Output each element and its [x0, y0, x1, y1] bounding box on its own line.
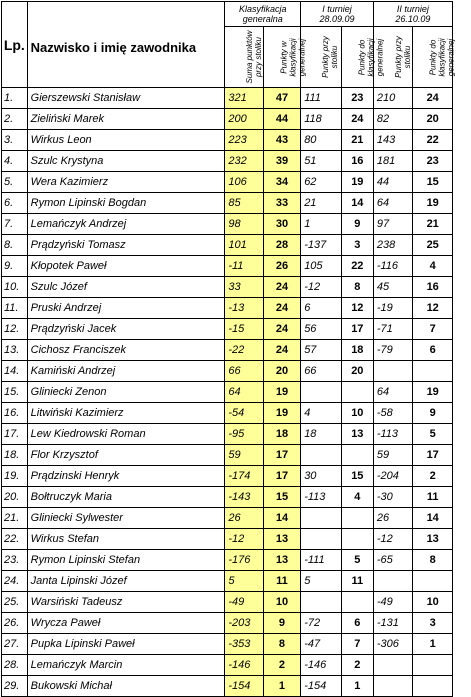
cell-t2-table-points: 97: [373, 214, 413, 235]
cell-sum: -11: [225, 256, 263, 277]
cell-points-general: 30: [263, 214, 300, 235]
ranking-table: [1, 1, 456, 697]
cell-name: Wirkus Stefan: [27, 529, 225, 550]
cell-t2-class-points: 6: [413, 340, 453, 361]
cell-t1-class-points: 21: [341, 130, 373, 151]
table-row: [2, 613, 453, 634]
cell-t1-class-points: 24: [341, 109, 373, 130]
cell-t1-table-points: 80: [301, 130, 342, 151]
cell-t1-class-points: 18: [341, 340, 373, 361]
table-row: [2, 424, 453, 445]
cell-t2-class-points: 22: [413, 130, 453, 151]
cell-t2-class-points: [413, 361, 453, 382]
tournament-2-header: [373, 2, 452, 27]
cell-t2-class-points: [413, 676, 453, 697]
cell-t1-class-points: 23: [341, 88, 373, 109]
cell-lp: 14.: [2, 361, 28, 382]
cell-sum: -143: [225, 487, 263, 508]
cell-name: Wirkus Leon: [27, 130, 225, 151]
cell-sum: 321: [225, 88, 263, 109]
cell-t2-table-points: -79: [373, 340, 413, 361]
lp-header: Lp.: [2, 2, 28, 88]
cell-name: Prądzinski Henryk: [27, 466, 225, 487]
cell-t1-class-points: 8: [341, 277, 373, 298]
cell-lp: 28.: [2, 655, 28, 676]
table-row: [2, 634, 453, 655]
cell-lp: 22.: [2, 529, 28, 550]
cell-sum: 101: [225, 235, 263, 256]
cell-sum: -353: [225, 634, 263, 655]
cell-points-general: 20: [263, 361, 300, 382]
cell-t1-table-points: -47: [301, 634, 342, 655]
cell-sum: -95: [225, 424, 263, 445]
cell-t2-table-points: 210: [373, 88, 413, 109]
sum-column-header: [225, 27, 263, 88]
cell-name: Lemańczyk Andrzej: [27, 214, 225, 235]
cell-sum: -174: [225, 466, 263, 487]
cell-points-general: 47: [263, 88, 300, 109]
cell-points-general: 19: [263, 403, 300, 424]
table-row: [2, 109, 453, 130]
cell-t2-table-points: [373, 361, 413, 382]
cell-t2-table-points: [373, 571, 413, 592]
cell-name: Gliniecki Sylwester: [27, 508, 225, 529]
table-row: [2, 340, 453, 361]
cell-t2-class-points: 19: [413, 382, 453, 403]
cell-t1-class-points: [341, 529, 373, 550]
cell-t2-table-points: -19: [373, 298, 413, 319]
cell-t2-class-points: 10: [413, 592, 453, 613]
cell-t2-class-points: 17: [413, 445, 453, 466]
cell-t1-class-points: 14: [341, 193, 373, 214]
cell-t2-table-points: 44: [373, 172, 413, 193]
cell-name: Wera Kazimierz: [27, 172, 225, 193]
table-row: [2, 151, 453, 172]
cell-sum: -13: [225, 298, 263, 319]
cell-t1-table-points: 62: [301, 172, 342, 193]
cell-t2-table-points: -113: [373, 424, 413, 445]
cell-lp: 21.: [2, 508, 28, 529]
cell-lp: 9.: [2, 256, 28, 277]
cell-sum: 5: [225, 571, 263, 592]
cell-t1-class-points: 11: [341, 571, 373, 592]
cell-t2-class-points: 11: [413, 487, 453, 508]
cell-points-general: 1: [263, 676, 300, 697]
tournament-2-title: II turniej: [396, 4, 429, 14]
cell-sum: -49: [225, 592, 263, 613]
cell-t2-table-points: 59: [373, 445, 413, 466]
cell-points-general: 17: [263, 445, 300, 466]
cell-points-general: 24: [263, 298, 300, 319]
cell-t2-table-points: [373, 676, 413, 697]
cell-points-general: 24: [263, 340, 300, 361]
cell-name: Pupka Lipinski Paweł: [27, 634, 225, 655]
cell-lp: 3.: [2, 130, 28, 151]
cell-name: Flor Krzysztof: [27, 445, 225, 466]
cell-t1-class-points: 4: [341, 487, 373, 508]
cell-t1-class-points: 6: [341, 613, 373, 634]
cell-points-general: 15: [263, 487, 300, 508]
cell-t2-class-points: 4: [413, 256, 453, 277]
cell-t2-class-points: 13: [413, 529, 453, 550]
cell-t2-table-points: -12: [373, 529, 413, 550]
cell-t1-table-points: 5: [301, 571, 342, 592]
cell-t1-class-points: 17: [341, 319, 373, 340]
cell-t2-table-points: 64: [373, 382, 413, 403]
cell-lp: 26.: [2, 613, 28, 634]
cell-t1-table-points: 51: [301, 151, 342, 172]
cell-t1-table-points: -137: [301, 235, 342, 256]
cell-lp: 4.: [2, 151, 28, 172]
cell-t2-class-points: 14: [413, 508, 453, 529]
cell-lp: 12.: [2, 319, 28, 340]
cell-points-general: 13: [263, 529, 300, 550]
cell-t2-class-points: 15: [413, 172, 453, 193]
cell-sum: -176: [225, 550, 263, 571]
t2-class-points-column-header: [413, 27, 456, 88]
cell-name: Prądzyński Jacek: [27, 319, 225, 340]
cell-t1-class-points: 20: [341, 361, 373, 382]
cell-t2-class-points: 5: [413, 424, 453, 445]
cell-t2-class-points: 24: [413, 88, 453, 109]
header-row-groups: [2, 2, 453, 27]
cell-t2-table-points: 82: [373, 109, 413, 130]
cell-t1-table-points: 105: [301, 256, 342, 277]
table-row: [2, 466, 453, 487]
cell-name: Pruski Andrzej: [27, 298, 225, 319]
cell-lp: 19.: [2, 466, 28, 487]
cell-t1-class-points: [341, 508, 373, 529]
cell-name: Warsiński Tadeusz: [27, 592, 225, 613]
points-general-column-label: Punkty w klasyfikacji generalnej: [279, 37, 307, 77]
cell-points-general: 19: [263, 382, 300, 403]
table-row: [2, 382, 453, 403]
cell-sum: 59: [225, 445, 263, 466]
cell-t1-table-points: 118: [301, 109, 342, 130]
tournament-2-date: 26.10.09: [395, 14, 431, 24]
cell-t2-table-points: -58: [373, 403, 413, 424]
cell-name: Bukowski Michał: [27, 676, 225, 697]
cell-lp: 18.: [2, 445, 28, 466]
cell-name: Kamiński Andrzej: [27, 361, 225, 382]
cell-t2-table-points: [373, 655, 413, 676]
cell-sum: 232: [225, 151, 263, 172]
cell-t1-class-points: 13: [341, 424, 373, 445]
cell-t1-class-points: [341, 445, 373, 466]
cell-lp: 15.: [2, 382, 28, 403]
cell-t2-class-points: 21: [413, 214, 453, 235]
cell-t1-table-points: -113: [301, 487, 342, 508]
cell-t1-table-points: 56: [301, 319, 342, 340]
table-row: [2, 508, 453, 529]
cell-points-general: 17: [263, 466, 300, 487]
cell-sum: 223: [225, 130, 263, 151]
cell-lp: 29.: [2, 676, 28, 697]
cell-t2-table-points: -116: [373, 256, 413, 277]
cell-t1-table-points: 111: [301, 88, 342, 109]
cell-t1-table-points: -111: [301, 550, 342, 571]
cell-t1-table-points: -146: [301, 655, 342, 676]
cell-t1-class-points: 2: [341, 655, 373, 676]
cell-t2-table-points: 238: [373, 235, 413, 256]
cell-lp: 8.: [2, 235, 28, 256]
table-row: [2, 550, 453, 571]
cell-points-general: 44: [263, 109, 300, 130]
cell-points-general: 11: [263, 571, 300, 592]
tournament-1-title: I turniej: [322, 4, 352, 14]
cell-points-general: 24: [263, 277, 300, 298]
cell-t1-class-points: 22: [341, 256, 373, 277]
cell-lp: 13.: [2, 340, 28, 361]
cell-t1-table-points: 6: [301, 298, 342, 319]
cell-name: Rymon Lipinski Stefan: [27, 550, 225, 571]
cell-name: Litwiński Kazimierz: [27, 403, 225, 424]
t2-class-points-column-label: Punkty do klasyfikacji generalnej: [428, 37, 456, 77]
cell-name: Kłopotek Paweł: [27, 256, 225, 277]
cell-t1-table-points: -12: [301, 277, 342, 298]
cell-t2-table-points: -131: [373, 613, 413, 634]
cell-t2-class-points: 8: [413, 550, 453, 571]
cell-t1-table-points: 4: [301, 403, 342, 424]
cell-sum: -203: [225, 613, 263, 634]
cell-name: Cichosz Franciszek: [27, 340, 225, 361]
cell-t1-class-points: 12: [341, 298, 373, 319]
cell-points-general: 24: [263, 319, 300, 340]
cell-t2-table-points: 64: [373, 193, 413, 214]
cell-t2-table-points: 26: [373, 508, 413, 529]
cell-name: Lew Kiedrowski Roman: [27, 424, 225, 445]
cell-t2-class-points: [413, 571, 453, 592]
cell-lp: 27.: [2, 634, 28, 655]
t1-class-points-column-header: [341, 27, 385, 88]
cell-t1-table-points: [301, 445, 342, 466]
cell-t2-table-points: -306: [373, 634, 413, 655]
table-row: [2, 529, 453, 550]
cell-t2-class-points: 23: [413, 151, 453, 172]
cell-t1-table-points: [301, 592, 342, 613]
table-row: [2, 445, 453, 466]
cell-t1-table-points: -72: [301, 613, 342, 634]
cell-t2-table-points: -49: [373, 592, 413, 613]
cell-lp: 6.: [2, 193, 28, 214]
cell-t2-class-points: 2: [413, 466, 453, 487]
cell-points-general: 13: [263, 550, 300, 571]
cell-t1-table-points: 18: [301, 424, 342, 445]
cell-lp: 10.: [2, 277, 28, 298]
cell-sum: 26: [225, 508, 263, 529]
cell-points-general: 9: [263, 613, 300, 634]
cell-t1-class-points: [341, 592, 373, 613]
cell-lp: 2.: [2, 109, 28, 130]
cell-sum: -154: [225, 676, 263, 697]
cell-lp: 5.: [2, 172, 28, 193]
table-row: [2, 319, 453, 340]
cell-lp: 17.: [2, 424, 28, 445]
cell-name: Szulc Krystyna: [27, 151, 225, 172]
cell-t2-class-points: 7: [413, 319, 453, 340]
table-row: [2, 403, 453, 424]
t1-table-points-column-header: [301, 27, 342, 88]
cell-t1-class-points: 16: [341, 151, 373, 172]
cell-t1-class-points: [341, 382, 373, 403]
cell-points-general: 28: [263, 235, 300, 256]
cell-name: Zieliński Marek: [27, 109, 225, 130]
table-row: [2, 193, 453, 214]
cell-sum: -12: [225, 529, 263, 550]
cell-t2-class-points: [413, 655, 453, 676]
cell-sum: 66: [225, 361, 263, 382]
cell-t2-class-points: 16: [413, 277, 453, 298]
cell-t1-table-points: [301, 382, 342, 403]
cell-t1-table-points: -154: [301, 676, 342, 697]
cell-name: Lemańczyk Marcin: [27, 655, 225, 676]
cell-points-general: 10: [263, 592, 300, 613]
t1-class-points-column-label: Punkty do klasyfikacji generalnej: [357, 37, 385, 77]
ranking-rows: [2, 88, 453, 697]
cell-t2-table-points: -204: [373, 466, 413, 487]
table-row: [2, 277, 453, 298]
cell-t2-table-points: 45: [373, 277, 413, 298]
name-header: Nazwisko i imię zawodnika: [27, 2, 225, 88]
cell-t2-class-points: 9: [413, 403, 453, 424]
cell-sum: -54: [225, 403, 263, 424]
cell-t2-table-points: -30: [373, 487, 413, 508]
cell-name: Gliniecki Zenon: [27, 382, 225, 403]
cell-points-general: 43: [263, 130, 300, 151]
cell-t1-table-points: 1: [301, 214, 342, 235]
cell-t1-table-points: [301, 529, 342, 550]
cell-t2-class-points: 3: [413, 613, 453, 634]
table-row: [2, 655, 453, 676]
cell-t1-table-points: [301, 508, 342, 529]
cell-sum: -146: [225, 655, 263, 676]
tournament-1-header: [301, 2, 374, 27]
cell-points-general: 33: [263, 193, 300, 214]
cell-sum: 98: [225, 214, 263, 235]
table-row: [2, 88, 453, 109]
tournament-1-date: 28.09.09: [319, 14, 355, 24]
cell-sum: 200: [225, 109, 263, 130]
table-row: [2, 571, 453, 592]
cell-sum: 85: [225, 193, 263, 214]
cell-t1-class-points: 5: [341, 550, 373, 571]
cell-t1-table-points: 30: [301, 466, 342, 487]
cell-points-general: 26: [263, 256, 300, 277]
cell-name: Szulc Józef: [27, 277, 225, 298]
table-row: [2, 256, 453, 277]
t1-table-points-column-label: Punkty przy stoliku: [321, 36, 340, 78]
table-row: [2, 130, 453, 151]
cell-points-general: 39: [263, 151, 300, 172]
table-row: [2, 172, 453, 193]
cell-sum: -22: [225, 340, 263, 361]
cell-t1-table-points: 57: [301, 340, 342, 361]
cell-t1-class-points: 19: [341, 172, 373, 193]
cell-t2-class-points: 20: [413, 109, 453, 130]
cell-name: Bołtruczyk Maria: [27, 487, 225, 508]
cell-points-general: 34: [263, 172, 300, 193]
cell-t1-class-points: 1: [341, 676, 373, 697]
table-row: [2, 298, 453, 319]
cell-t2-table-points: -71: [373, 319, 413, 340]
cell-t2-table-points: -65: [373, 550, 413, 571]
cell-name: Wrycza Paweł: [27, 613, 225, 634]
cell-t1-class-points: 7: [341, 634, 373, 655]
table-row: [2, 592, 453, 613]
cell-lp: 16.: [2, 403, 28, 424]
cell-t1-table-points: 21: [301, 193, 342, 214]
cell-t2-class-points: 12: [413, 298, 453, 319]
cell-points-general: 14: [263, 508, 300, 529]
table-row: [2, 361, 453, 382]
sum-column-label: Suma punktów przy stoliku: [245, 30, 264, 84]
cell-lp: 1.: [2, 88, 28, 109]
cell-lp: 24.: [2, 571, 28, 592]
cell-t2-class-points: 25: [413, 235, 453, 256]
cell-name: Rymon Lipinski Bogdan: [27, 193, 225, 214]
cell-name: Prądzyński Tomasz: [27, 235, 225, 256]
cell-t1-class-points: 15: [341, 466, 373, 487]
cell-name: Gierszewski Stanisław: [27, 88, 225, 109]
cell-t1-table-points: 66: [301, 361, 342, 382]
cell-lp: 7.: [2, 214, 28, 235]
t2-table-points-column-label: Punkty przy stoliku: [393, 36, 412, 78]
cell-lp: 20.: [2, 487, 28, 508]
cell-t2-class-points: 1: [413, 634, 453, 655]
cell-t1-class-points: 3: [341, 235, 373, 256]
cell-sum: 106: [225, 172, 263, 193]
cell-t1-class-points: 10: [341, 403, 373, 424]
cell-lp: 11.: [2, 298, 28, 319]
cell-name: Janta Lipinski Józef: [27, 571, 225, 592]
table-row: [2, 487, 453, 508]
cell-sum: 64: [225, 382, 263, 403]
general-classification-header: Klasyfikacja generalna: [225, 2, 301, 27]
cell-t2-table-points: 143: [373, 130, 413, 151]
cell-t2-table-points: 181: [373, 151, 413, 172]
table-row: [2, 676, 453, 697]
cell-sum: -15: [225, 319, 263, 340]
cell-t2-class-points: 19: [413, 193, 453, 214]
cell-lp: 25.: [2, 592, 28, 613]
cell-points-general: 2: [263, 655, 300, 676]
cell-t1-class-points: 9: [341, 214, 373, 235]
table-row: [2, 214, 453, 235]
cell-points-general: 18: [263, 424, 300, 445]
table-row: [2, 235, 453, 256]
cell-sum: 33: [225, 277, 263, 298]
points-general-column-header: [263, 27, 307, 88]
cell-points-general: 8: [263, 634, 300, 655]
cell-lp: 23.: [2, 550, 28, 571]
